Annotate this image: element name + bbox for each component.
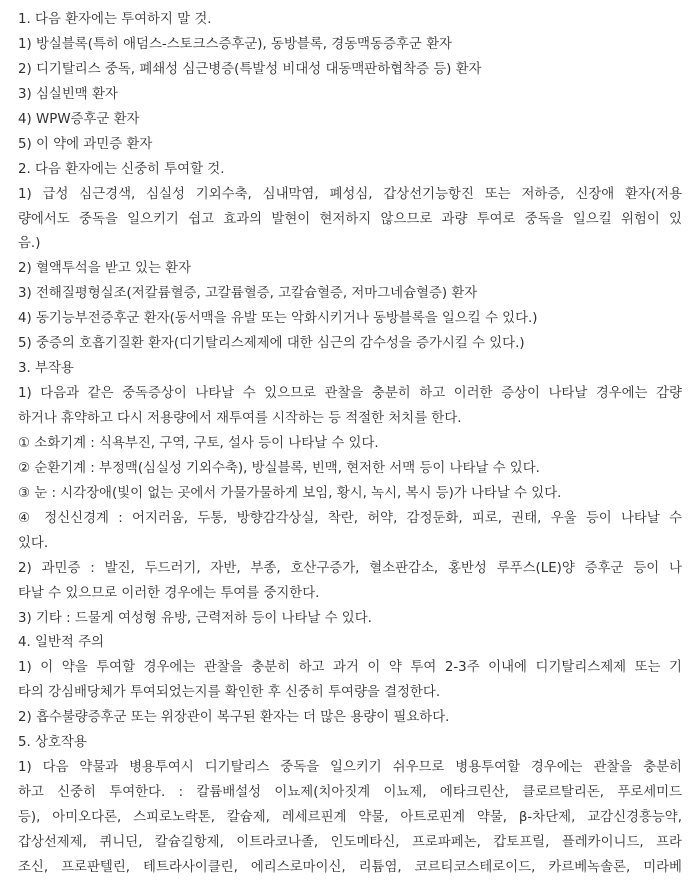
text-line: 등), 아미오다론, 스피로노락톤, 칼슘제, 레세르핀계 약물, 아트로핀계 약물, β-차단제, 교감신경흥능약,	[18, 810, 682, 825]
text-line: 4) WPW증후군 환자	[18, 111, 140, 127]
text-line: 2. 다음 환자에는 신중히 투여할 것.	[18, 161, 225, 177]
text-line: 3) 전해질평형실조(저칼륨혈증, 고칼륨혈증, 고칼슘혈증, 저마그네슘혈증) 환자	[18, 286, 478, 302]
text-line: 3) 기타 : 드물게 여성형 유방, 근력저하 등이 나타날 수 있다.	[18, 610, 372, 626]
text-line: 5. 상호작용	[18, 735, 87, 751]
text-line: 조신, 프로판텔린, 테트라사이클린, 에리스로마이신, 리튬염, 코르티코스테로이드, 카르베녹솔론, 미라베	[18, 859, 682, 875]
text-line: 있다.	[18, 535, 49, 551]
text-line: 1) 다음 약물과 병용투여시 디기탈리스 중독을 일으키기 쉬우므로 병용투여할 경우에는 관찰을 충분히	[18, 760, 682, 776]
text-line: ② 순환기계 : 부정맥(심실성 기외수축), 방실블록, 빈맥, 현저한 서맥 등이 나타날 수 있다.	[18, 460, 540, 476]
text-line: 1) 급성 심근경색, 심실성 기외수축, 심내막염, 폐성심, 갑상선기능항진 또는 저하증, 신장애 환자(저용	[18, 186, 682, 202]
text-line: 량에서도 중독을 일으키기 쉽고 효과의 발현이 현저하지 않으므로 과량 투여로 중독을 일으킬 위험이 있	[18, 211, 682, 227]
text-line: 3. 부작용	[18, 361, 74, 377]
text-line: 1) 방실블록(특히 애덤스-스토크스증후군), 동방블록, 경동맥동증후군 환자	[18, 36, 452, 52]
text-line: 2) 과민증 : 발진, 두드러기, 자반, 부종, 호산구증가, 혈소판감소, 홍반성 루푸스(LE)양 증후군 등이 나	[18, 560, 682, 576]
text-line: ③ 눈 : 시각장애(빛이 없는 곳에서 가물가물하게 보임, 황시, 녹시, 복시 등)가 나타날 수 있다.	[18, 485, 562, 501]
text-line: 2) 디기탈리스 중독, 폐쇄성 심근병증(특발성 비대성 대동맥판하협착증 등) 환자	[18, 61, 482, 77]
text-line: ① 소화기계 : 식욕부진, 구역, 구토, 설사 등이 나타날 수 있다.	[18, 435, 379, 451]
text-line: 하거나 휴약하고 다시 저용량에서 재투여를 시작하는 등 적절한 처치를 한다.	[18, 411, 462, 426]
text-line: 타날 수 있으므로 이러한 경우에는 투여를 중지한다.	[18, 585, 320, 601]
text-line: 타의 강심배당체가 투여되었는지를 확인한 후 신중히 투여량을 결정한다.	[18, 685, 441, 701]
text-line: 1) 이 약을 투여할 경우에는 관찰을 충분히 하고 과거 이 약 투여 2-3주 이내에 디기탈리스제제 또는 기	[18, 660, 682, 676]
text-line: 1. 다음 환자에는 투여하지 말 것.	[18, 12, 212, 27]
text-line: 4. 일반적 주의	[18, 635, 104, 651]
text-line: 5) 이 약에 과민증 환자	[18, 136, 153, 152]
text-line: 갑상선제제, 퀴니딘, 칼슘길항제, 이트라코나졸, 인도메타신, 프로파페논, 캅토프릴, 플레카이니드, 프라	[18, 834, 682, 850]
text-line: 2) 흡수불량증후군 또는 위장관이 복구된 환자는 더 많은 용량이 필요하다.	[18, 710, 450, 726]
document-body	[18, 8, 682, 881]
text-line: 하고 신중히 투여한다. : 칼륨배설성 이뇨제(치아짓계 이뇨제, 에타크린산, 클로르탈리돈, 푸로세미드	[18, 785, 682, 801]
text-line: 음.)	[18, 236, 41, 252]
text-line: ④ 정신신경계 : 어지러움, 두통, 방향감각상실, 착란, 허약, 감정둔화, 피로, 권태, 우울 등이 나타날 수	[18, 510, 682, 526]
text-line: 2) 혈액투석을 받고 있는 환자	[18, 261, 192, 277]
text-line: 1) 다음과 같은 중독증상이 나타날 수 있으므로 관찰을 충분히 하고 이러한 증상이 나타날 경우에는 감량	[18, 386, 682, 402]
text-line: 3) 심실빈맥 환자	[18, 86, 118, 102]
text-line: 5) 중증의 호흡기질환 환자(디기탈리스제제에 대한 심근의 감수성을 증가시킬 수 있다.)	[18, 336, 525, 352]
text-line: 4) 동기능부전증후군 환자(동서맥을 유발 또는 악화시키거나 동방블록을 일으킬 수 있다.)	[18, 311, 538, 327]
